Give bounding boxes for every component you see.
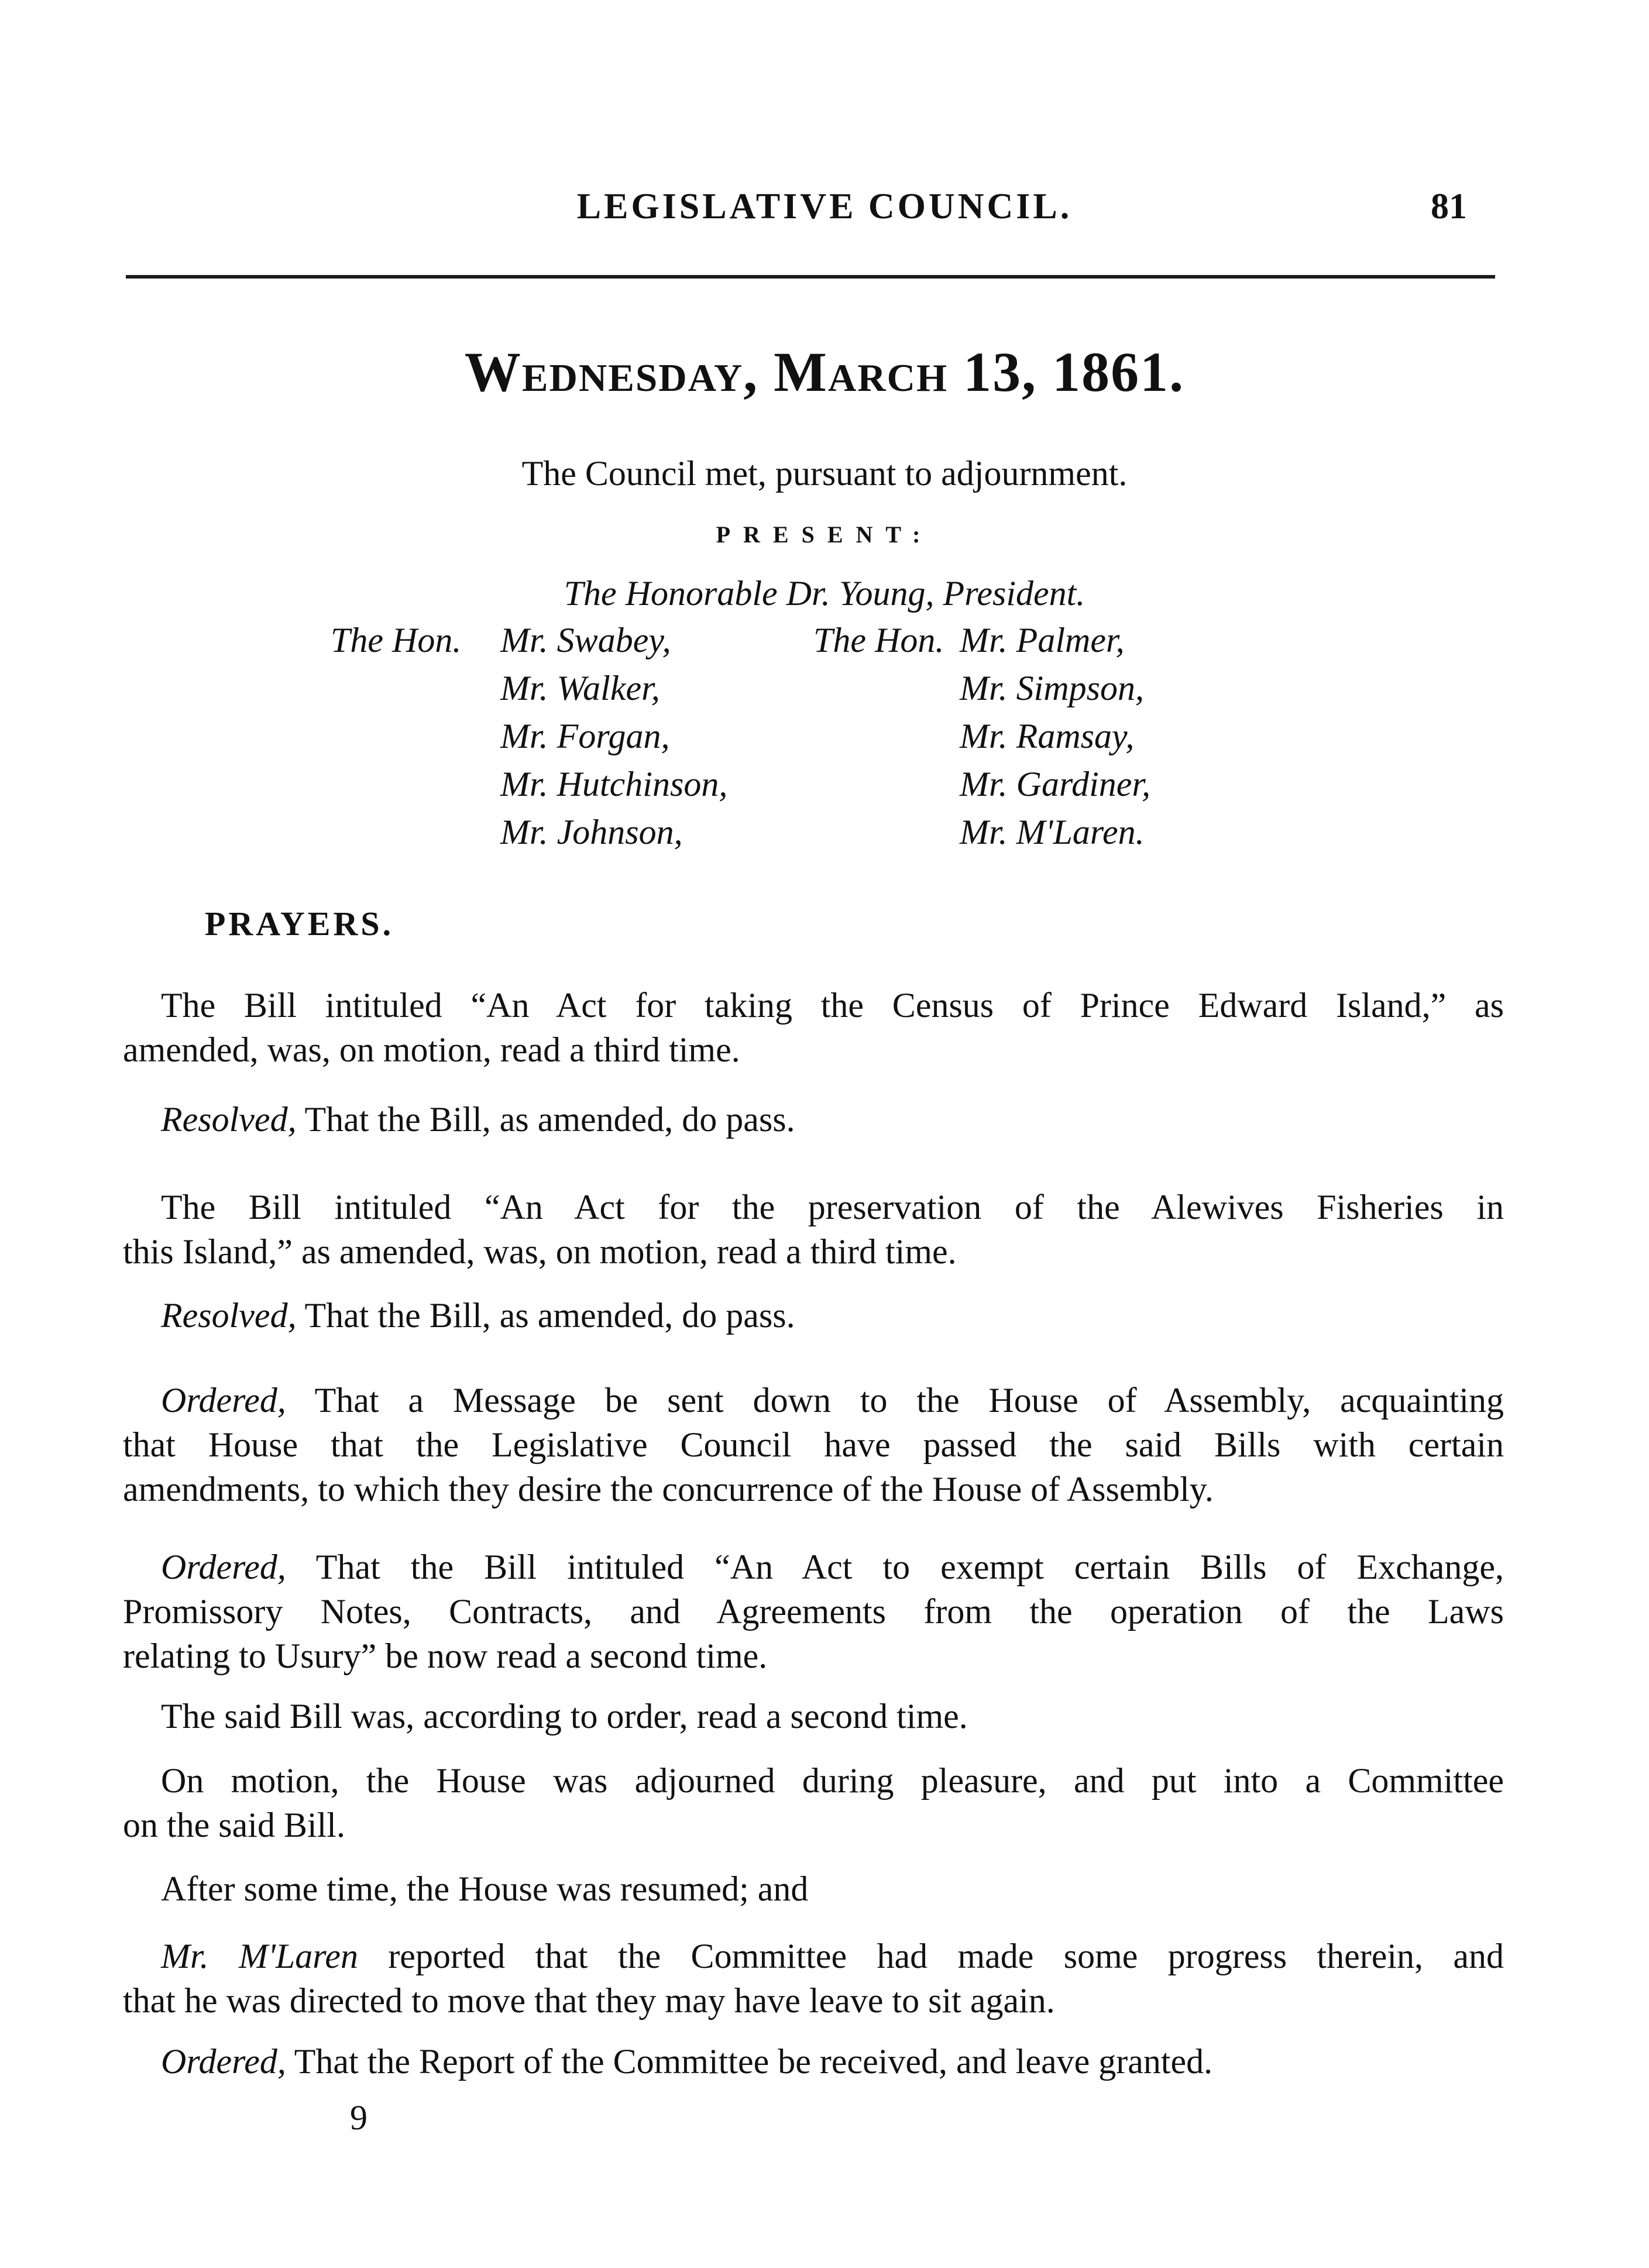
resolved-label: Resolved, (161, 1100, 297, 1139)
text-line: On motion, the House was adjourned during pleasure, and put into a Committee (161, 1761, 1504, 1800)
members-left-prefix: The Hon. (331, 621, 462, 659)
member-name: Mr. M'Laren (161, 1937, 358, 1975)
paragraph-report-received (123, 2039, 1504, 2084)
text-line: After some time, the House was resumed; and (161, 1870, 809, 1908)
text-line: That the Bill intituled “An Act to exempt certain Bills of Exchange, (315, 1548, 1504, 1586)
text-line: That the Bill, as amended, do pass. (304, 1100, 795, 1139)
paragraph-alewives-bill (123, 1185, 1504, 1274)
text-line: The Bill intituled “An Act for the preservation of the Alewives Fisheries in (161, 1188, 1504, 1226)
member-right: Mr. M'Laren. (960, 813, 1145, 851)
paragraph-resolved-2 (123, 1293, 1504, 1338)
running-header: LEGISLATIVE COUNCIL. (576, 187, 1073, 226)
text-line: The Bill intituled “An Act for taking the Census of Prince Edward Island,” as (161, 986, 1504, 1025)
meeting-line: The Council met, pursuant to adjournment. (521, 454, 1128, 493)
page-number: 81 (1431, 187, 1467, 226)
member-right: Mr. Ramsay, (960, 717, 1135, 755)
member-right: Mr. Palmer, (960, 621, 1125, 659)
text-line: That the Bill, as amended, do pass. (304, 1296, 795, 1335)
paragraph-resumed (123, 1867, 1504, 1911)
paragraph-report (123, 1934, 1504, 2023)
text-line: this Island,” as amended, was, on motion, read a third time. (123, 1232, 957, 1271)
prayers-heading: PRAYERS. (205, 905, 394, 943)
text-line: relating to Usury” be now read a second time. (123, 1637, 768, 1675)
paragraph-committee (123, 1758, 1504, 1847)
ordered-label: Ordered, (161, 2042, 286, 2081)
session-date: Wednesday, March 13, 1861. (464, 341, 1185, 403)
paragraph-message-ordered (123, 1378, 1504, 1511)
member-left: Mr. Swabey, (500, 621, 671, 659)
ordered-label: Ordered, (161, 1381, 286, 1420)
member-left: Mr. Hutchinson, (500, 765, 728, 803)
text-line: that he was directed to move that they may have leave to sit again. (123, 1981, 1055, 2020)
signature-mark: 9 (350, 2098, 367, 2137)
member-right: Mr. Simpson, (960, 669, 1145, 707)
text-line: that House that the Legislative Council have passed the said Bills with certain (123, 1425, 1504, 1464)
resolved-label: Resolved, (161, 1296, 297, 1335)
text-line: amended, was, on motion, read a third time. (123, 1030, 740, 1069)
president-line: The Honorable Dr. Young, President. (564, 574, 1085, 613)
paragraph-resolved-1 (123, 1097, 1504, 1142)
present-heading: PRESENT: (716, 521, 933, 548)
text-line: reported that the Committee had made some progress therein, and (388, 1937, 1504, 1975)
header-rule (126, 275, 1495, 279)
ordered-label: Ordered, (161, 1548, 286, 1586)
member-left: Mr. Walker, (500, 669, 660, 707)
paragraph-census-bill (123, 983, 1504, 1072)
text-line: That a Message be sent down to the House of Assembly, acquainting (314, 1381, 1504, 1420)
member-right: Mr. Gardiner, (960, 765, 1151, 803)
text-line: amendments, to which they desire the concurrence of the House of Assembly. (123, 1470, 1214, 1508)
text-line: That the Report of the Committee be received, and leave granted. (294, 2042, 1213, 2081)
text-line: Promissory Notes, Contracts, and Agreements from the operation of the Laws (123, 1592, 1504, 1631)
members-right-prefix: The Hon. (813, 621, 944, 659)
member-left: Mr. Johnson, (500, 813, 683, 851)
paragraph-usury-bill (123, 1545, 1504, 1678)
paragraph-second-reading (123, 1694, 1504, 1738)
text-line: on the said Bill. (123, 1806, 345, 1844)
text-line: The said Bill was, according to order, read a second time. (161, 1697, 968, 1736)
member-left: Mr. Forgan, (500, 717, 670, 755)
